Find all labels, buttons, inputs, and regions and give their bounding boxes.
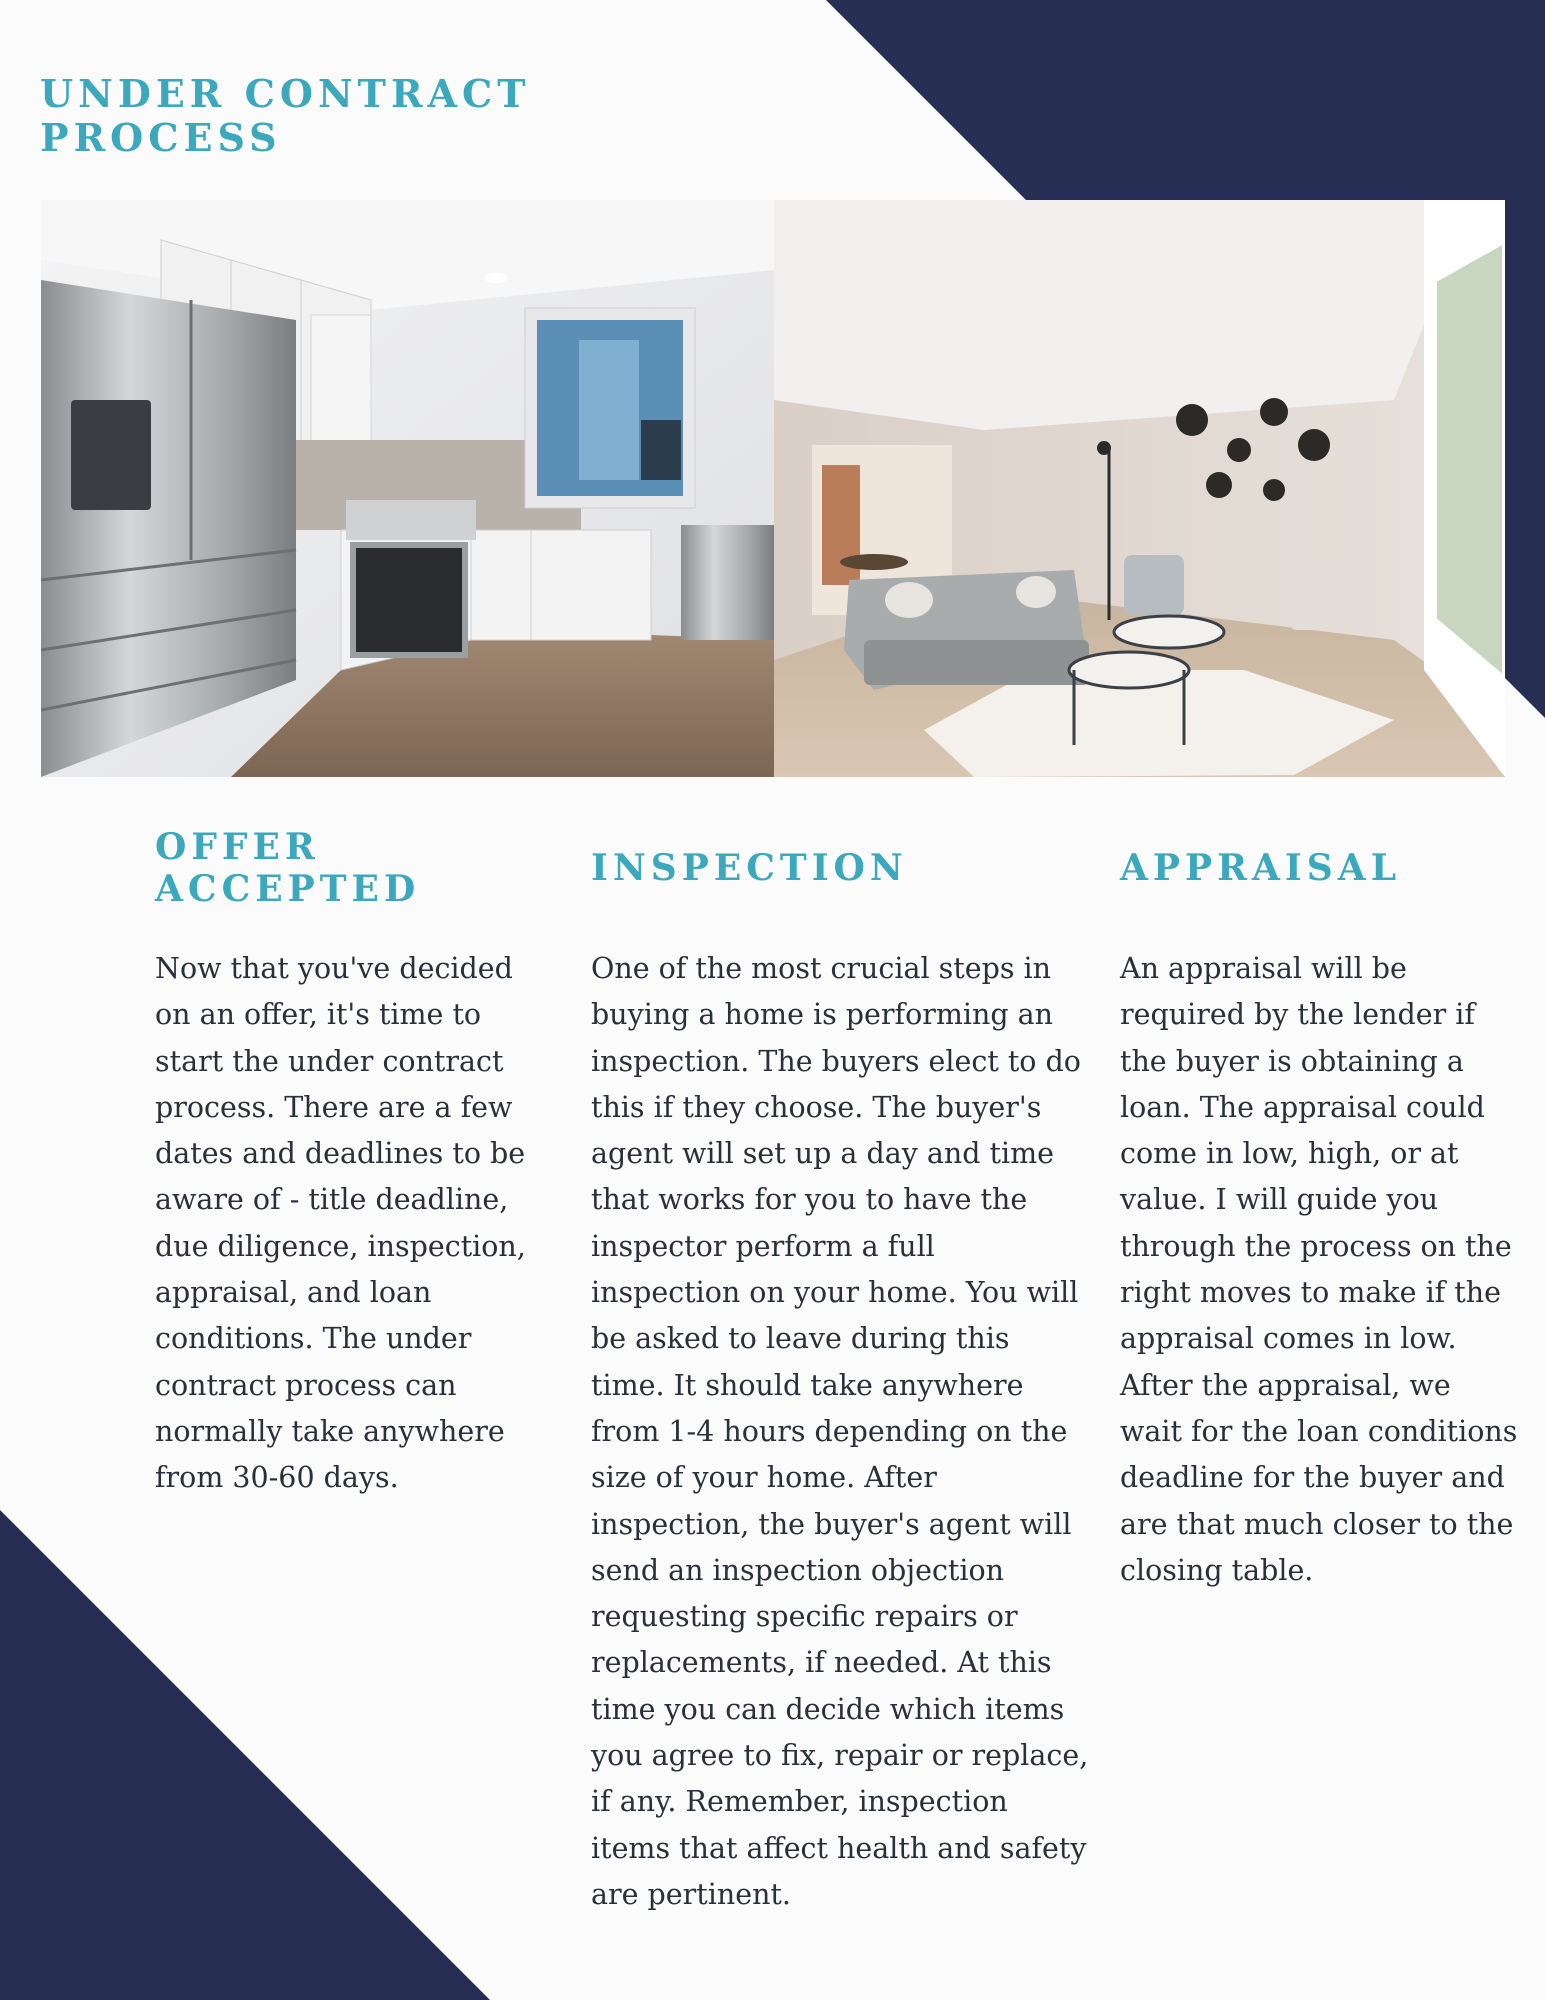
page-title: UNDER CONTRACT PROCESS: [40, 71, 531, 160]
photo-strip: [41, 200, 1505, 777]
appraisal-body: An appraisal will be required by the lender if the buyer is obtaining a loan. The appraisal could come in low, high, or at value. I will guide you through the process on the right moves to make if the appraisal comes in low. After the appraisal, we wait for the loan conditions deadline for the buyer and are that much closer to the closing table.: [1120, 952, 1518, 1587]
appraisal-heading: APPRAISAL: [1120, 847, 1402, 889]
inspection-section: [591, 824, 1091, 1918]
offer-accepted-section: [155, 824, 535, 1502]
kitchen-photo: [41, 200, 774, 777]
living-room-photo: [774, 200, 1505, 777]
offer-accepted-heading: OFFER ACCEPTED: [155, 826, 421, 910]
offer-accepted-body: Now that you've decided on an offer, it's time to start the under contract process. There are a few dates and deadlines to be aware of - title deadline, due diligence, inspection, appraisal, and loan conditions. The under contract process can normally take anywhere from 30-60 days.: [155, 952, 526, 1495]
inspection-body: One of the most crucial steps in buying a home is performing an inspection. The buyers elect to do this if they choose. The buyer's agent will set up a day and time that works for you to have the inspector perform a full inspection on your home. You will be asked to leave during this time. It should take anywhere from 1-4 hours depending on the size of your home. After inspection, the buyer's agent will send an inspection objection requesting specific repairs or replacements, if needed. At this time you can decide which items you agree to fix, repair or replace, if any. Remember, inspection items that affect health and safety are pertinent.: [591, 952, 1089, 1911]
appraisal-section: [1120, 824, 1520, 1594]
inspection-heading: INSPECTION: [591, 847, 908, 889]
